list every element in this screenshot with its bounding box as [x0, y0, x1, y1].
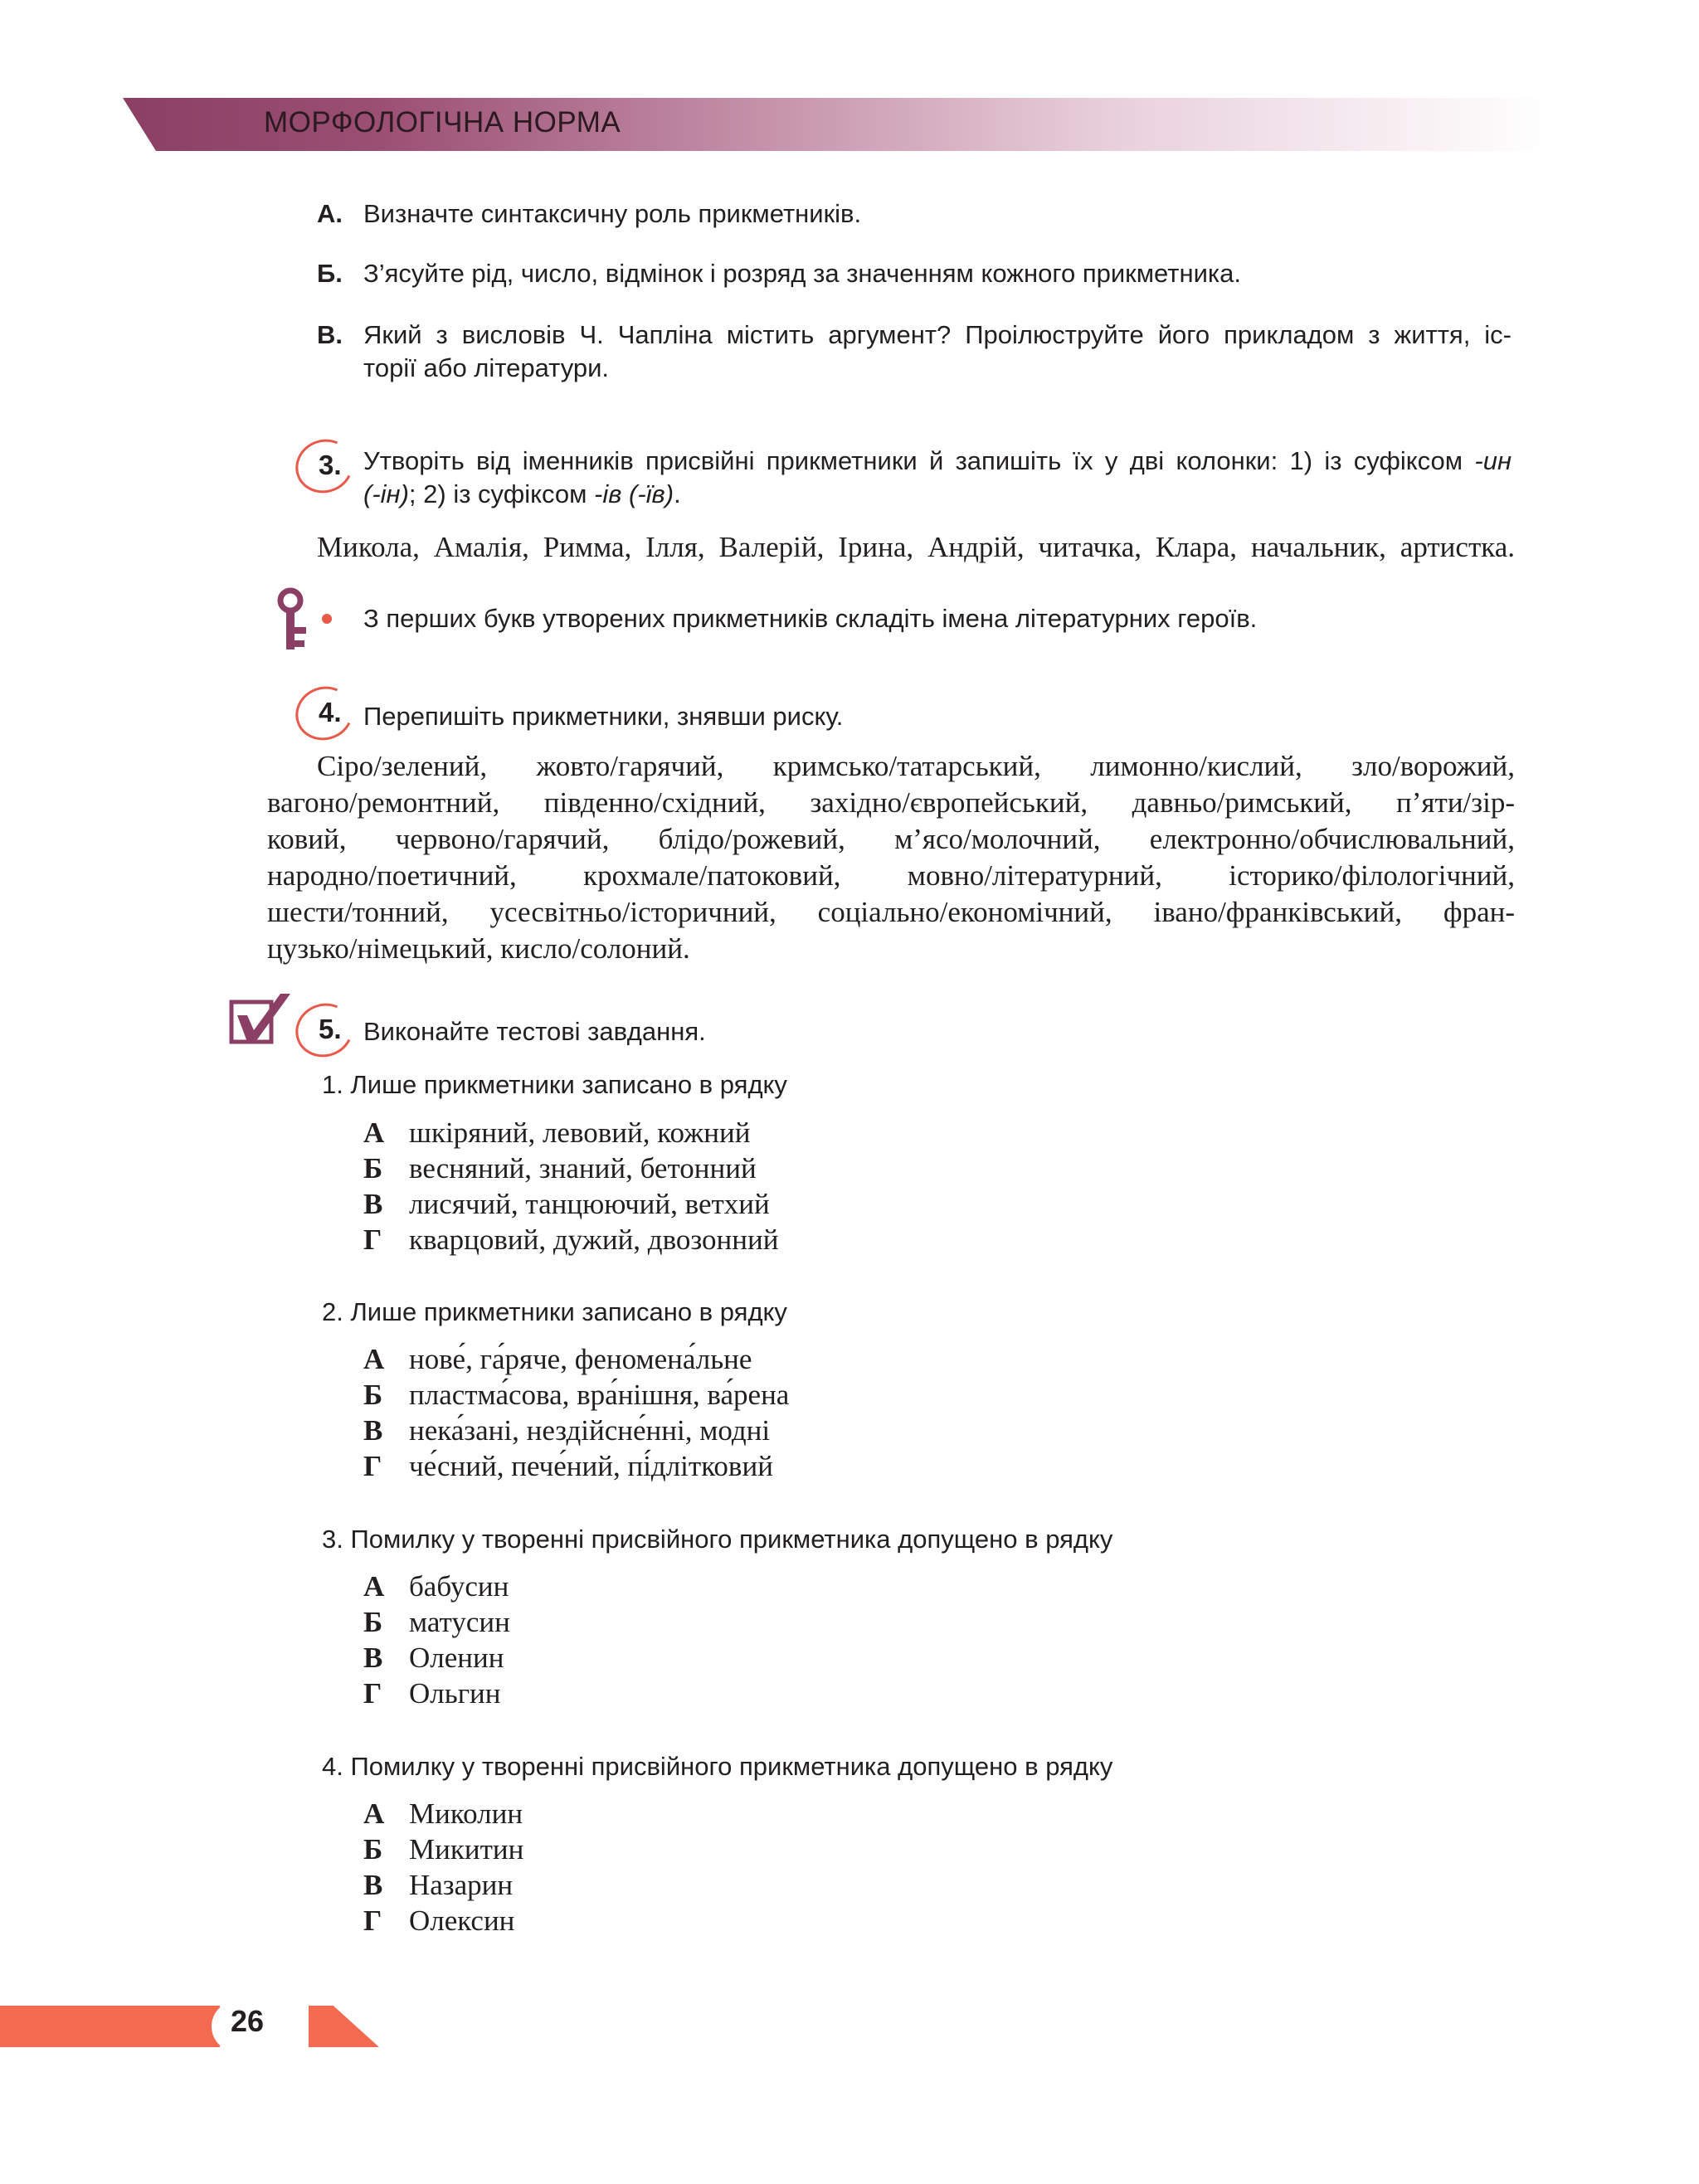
item-letter: В. [317, 320, 343, 349]
option-text: Ольгин [409, 1677, 501, 1710]
task3-instruction-line-1 [363, 445, 1512, 478]
page-number-pill [212, 2001, 319, 2052]
option-text: пластма́сова, вра́нішня, ва́рена [409, 1379, 790, 1411]
option-text: лисячий, танцюючий, ветхий [409, 1188, 770, 1220]
key-icon [274, 587, 315, 654]
item-text [363, 319, 1512, 385]
option-letter: Б [363, 1152, 383, 1184]
test-option [363, 1640, 504, 1676]
test-option [363, 1115, 750, 1151]
word-list-line: вагоно/ремонтний, південно/східний, західно/європейський, давньо/римський, п’яти/зір- [267, 786, 1515, 819]
test-question: 1. Лише прикметники записано в рядку [322, 1070, 787, 1099]
test-option [363, 1150, 757, 1187]
option-text: Оленин [409, 1642, 504, 1674]
item-letter: А. [317, 199, 343, 228]
test-option [363, 1676, 501, 1712]
option-letter: Г [363, 1223, 382, 1256]
page-number: 26 [231, 2004, 265, 2038]
item-text: З’ясуйте рід, число, відмінок і розряд за значенням кожного прикметника. [363, 259, 1241, 288]
test-option [363, 1222, 778, 1258]
word-list-line: народно/поетичний, крохмале/патоковий, мовно/літературний, історико/філологічний, [267, 859, 1515, 892]
item-text: Визначте синтаксичну роль прикметників. [363, 199, 862, 228]
option-text: весняний, знаний, бетонний [409, 1152, 757, 1184]
option-text: Миколин [409, 1797, 523, 1830]
option-letter: А [363, 1116, 385, 1149]
test-option [363, 1448, 773, 1485]
option-text: шкіряний, левовий, кожний [409, 1116, 751, 1149]
option-text: кварцовий, дужий, двозонний [409, 1223, 779, 1256]
test-option [363, 1377, 789, 1413]
option-letter: В [363, 1414, 383, 1447]
task-number: 4. [319, 697, 342, 727]
item-text-line-2: торії або літератури. [363, 353, 610, 382]
option-letter: Г [363, 1677, 382, 1710]
word-list-line: ковий, червоно/гарячий, блідо/рожевий, м’ясо/молочний, електронно/обчислювальний, [267, 823, 1515, 855]
option-letter: А [363, 1797, 385, 1830]
task4-number-badge [295, 687, 362, 745]
task5-instruction: Виконайте тестові завдання. [363, 1017, 706, 1046]
word-list-line: шести/тонний, усесвітньо/історичний, соціально/економічний, івано/франківський, фран- [267, 896, 1515, 928]
text: Утворіть від іменників присвійні прикметники й запишіть їх у дві колонки: 1) із суфіксом [363, 446, 1475, 475]
item-letter: Б. [317, 259, 343, 288]
option-text: Микитин [409, 1833, 524, 1865]
option-text: нове́, га́ряче, феномена́льне [409, 1343, 752, 1375]
option-text: матусин [409, 1606, 510, 1638]
option-text: нека́зані, нездійсне́нні, модні [409, 1414, 771, 1447]
option-text: бабусин [409, 1570, 509, 1603]
test-option [363, 1796, 523, 1832]
test-option [363, 1186, 770, 1223]
test-option [363, 1867, 513, 1904]
test-option [363, 1903, 514, 1939]
text: . [674, 479, 681, 508]
task-number: 5. [319, 1014, 342, 1044]
checkmark-icon [229, 990, 292, 1045]
option-letter: Г [363, 1904, 382, 1937]
task5-number-badge [295, 1004, 362, 1062]
option-letter: А [363, 1343, 385, 1375]
test-question: 3. Помилку у творенні присвійного прикметника допущено в рядку [322, 1525, 1113, 1554]
option-letter: Б [363, 1606, 383, 1638]
word-list-line: цузько/німецький, кисло/солоний. [267, 932, 690, 965]
task2-item-c [317, 319, 1512, 385]
option-letter: Б [363, 1833, 383, 1865]
page-number-bar [0, 2006, 220, 2047]
task3-instruction [363, 445, 1512, 511]
test-option [363, 1569, 509, 1605]
task4-instruction: Перепишіть прикметники, знявши риску. [363, 702, 844, 731]
option-text: Олексин [409, 1904, 515, 1937]
task-number: 3. [319, 450, 342, 480]
option-letter: Г [363, 1450, 382, 1482]
task2-item-b [317, 257, 1512, 290]
option-letter: А [363, 1570, 385, 1603]
suffix-text: (-ін) [363, 479, 409, 508]
text: ; 2) із суфіксом [408, 479, 595, 508]
test-option [363, 1604, 510, 1641]
option-text: че́сний, пече́ний, пі́длітковий [409, 1450, 773, 1482]
test-option [363, 1341, 752, 1378]
option-letter: В [363, 1869, 383, 1901]
test-question: 4. Помилку у творенні присвійного прикметника допущено в рядку [322, 1752, 1113, 1781]
option-letter: Б [363, 1379, 383, 1411]
test-option [363, 1413, 770, 1449]
page-number-arrow [309, 2006, 379, 2047]
task3-number-badge [295, 440, 362, 498]
task2-item-a [317, 197, 1512, 231]
suffix-text: -ів (-їв) [594, 479, 674, 508]
item-text-line-1: Який з висловів Ч. Чапліна містить аргумент? Проілюструйте його прикладом з життя, іс- [363, 320, 1512, 349]
test-option [363, 1831, 523, 1868]
task4-word-list [267, 748, 1515, 967]
section-title: МОРФОЛОГІЧНА НОРМА [264, 106, 621, 139]
task3-instruction-line-2 [363, 478, 1512, 511]
word-list-line: Сіро/зелений, жовто/гарячий, кримсько/татарський, лимонно/кислий, зло/ворожий, [317, 750, 1515, 782]
option-text: Назарин [409, 1869, 514, 1901]
option-letter: В [363, 1188, 383, 1220]
test-question: 2. Лише прикметники записано в рядку [322, 1297, 787, 1326]
suffix-text: -ин [1474, 446, 1512, 475]
task3-words: Микола, Амалія, Римма, Ілля, Валерій, Ірина, Андрій, читачка, Клара, начальник, артистка. [317, 531, 1515, 563]
option-letter: В [363, 1642, 383, 1674]
task3-hint: З перших букв утворених прикметників складіть імена літературних героїв. [363, 604, 1258, 633]
bullet-icon [322, 614, 332, 624]
